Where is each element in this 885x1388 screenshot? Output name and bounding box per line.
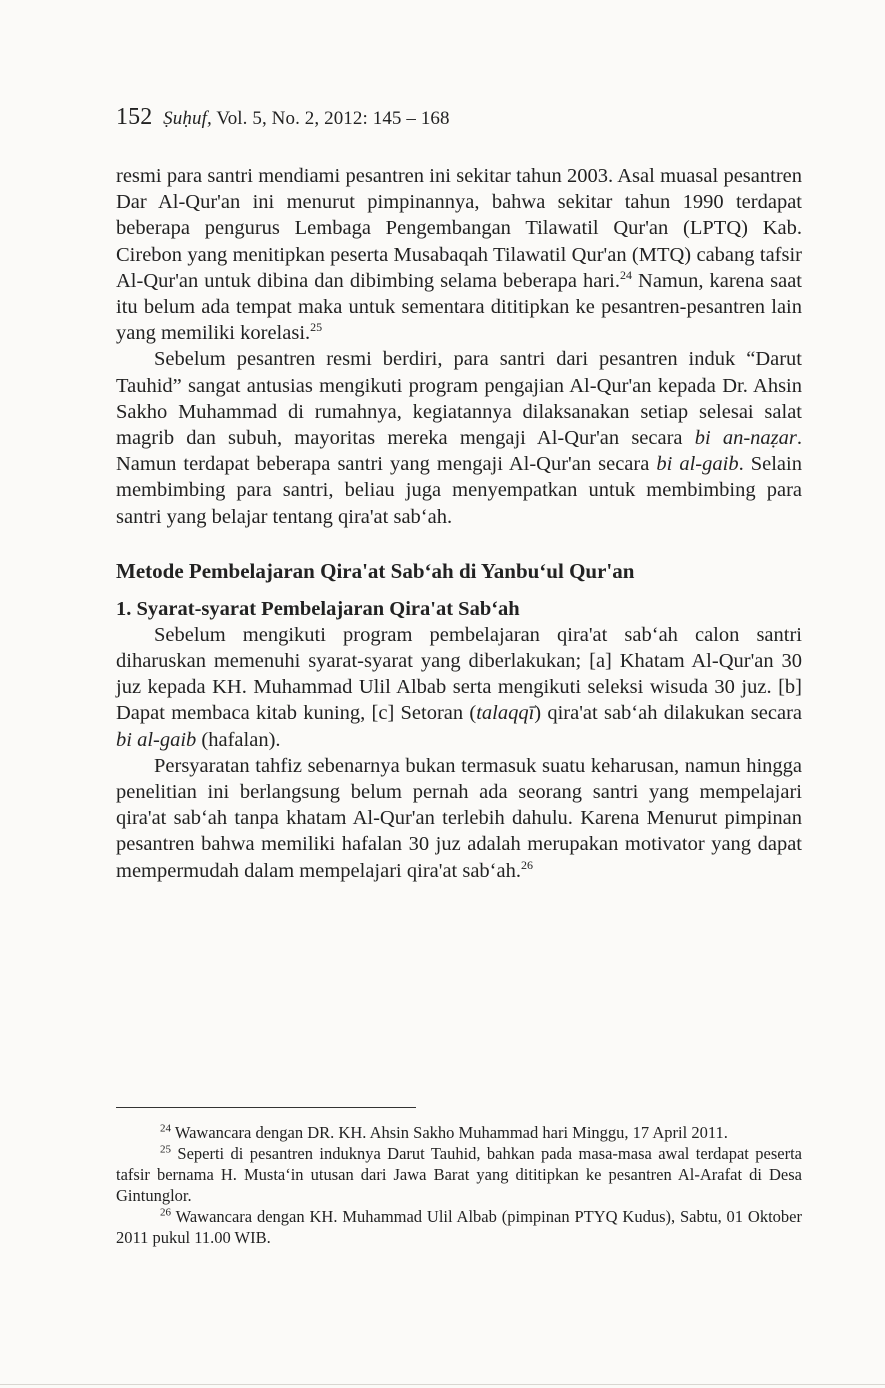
footnote-number: 24: [160, 1122, 171, 1135]
running-header: [116, 104, 450, 131]
italic-term: bi an-naẓar: [694, 427, 797, 450]
subsection-heading: 1. Syarat-syarat Pembelajaran Qira'at Sab‘ah: [116, 597, 520, 620]
footnote-separator: [116, 1107, 416, 1108]
paragraph-2: [116, 346, 802, 529]
page-number: 152: [116, 104, 153, 130]
paragraph-text: (hafalan).: [196, 728, 281, 751]
paragraph-text: . Namun terdapat beberapa santri yang mengaji Al-Qur'an secara: [116, 427, 803, 476]
footnote-24: [116, 1122, 802, 1143]
paragraph-text: Namun, karena saat itu belum ada tempat maka untuk sementara dititipkan ke pesantren-pesantren lain yang memiliki korelasi.: [116, 269, 803, 345]
footnote-text: Seperti di pesantren induknya Darut Tauhid, bahkan pada masa-masa awal terdapat peserta tafsir bernama H. Musta‘in utusan dari Jawa Barat yang dititipkan ke pesantren Al-Arafat di Desa Gintunglor.: [116, 1144, 802, 1205]
paragraph-text: resmi para santri mendiami pesantren ini sekitar tahun 2003. Asal muasal pesantren Dar Al-Qur'an ini menurut pimpinannya, bahwa sekitar tahun 1990 terdapat beberapa pengurus Lembaga Pengembangan Tilawatil Qur'an (LPTQ) Kab. Cirebon yang menitipkan peserta Musabaqah Tilawatil Qur'an (MTQ) cabang tafsir Al-Qur'an untuk dibina dan dibimbing selama beberapa hari.: [116, 165, 802, 292]
paragraph-1: [116, 163, 802, 346]
italic-term: bi al-gaib: [656, 453, 739, 476]
footnote-number: 25: [160, 1143, 171, 1156]
journal-name: Ṣuḥuf,: [163, 108, 212, 129]
paragraph-text: . Selain membimbing para santri, beliau juga menyempatkan untuk membimbing para santri yang belajar tentang qira'at sab‘ah.: [116, 453, 802, 528]
footnote-number: 26: [160, 1206, 171, 1219]
paragraph-text: Sebelum mengikuti program pembelajaran qira'at sab‘ah calon santri diharuskan memenuhi syarat-syarat yang diberlakukan; [a] Khatam Al-Qur'an 30 juz kepada KH. Muhammad Ulil Albab serta mengikuti seleksi wisuda 30 juz. [b] Dapat membaca kitab kuning, [c] Setoran (: [116, 623, 802, 725]
section-heading: Metode Pembelajaran Qira'at Sab‘ah di Yanbu‘ul Qur'an: [116, 558, 635, 583]
paragraph-text: Sebelum pesantren resmi berdiri, para santri dari pesantren induk “Darut Tauhid” sangat antusias mengikuti program pengajian Al-Qur'an kepada Dr. Ahsin Sakho Muhammad di rumahnya, kegiatannya dilaksanakan setiap selesai salat magrib dan subuh, mayoritas mereka mengaji Al-Qur'an secara: [116, 348, 802, 450]
italic-term: talaqqī: [476, 702, 535, 725]
main-text: [116, 163, 802, 884]
paragraph-3: [116, 622, 802, 753]
paragraph-text: Persyaratan tahfiz sebenarnya bukan termasuk suatu keharusan, namun hingga penelitian ini berlangsung belum pernah ada seorang santri yang mempelajari qira'at sab‘ah tanpa khatam Al-Qur'an terlebih dahulu. Karena Menurut pimpinan pesantren bahwa memiliki hafalan 30 juz adalah merupakan motivator yang dapat mempermudah dalam mempelajari qira'at sab‘ah.: [116, 754, 802, 882]
paragraph-4: [116, 753, 802, 884]
footnote-text: Wawancara dengan KH. Muhammad Ulil Albab (pimpinan PTYQ Kudus), Sabtu, 01 Oktober 2011 pukul 11.00 WIB.: [116, 1207, 802, 1247]
footnote-25: [116, 1143, 802, 1206]
page-edge-line: [0, 1384, 885, 1385]
journal-citation: Vol. 5, No. 2, 2012: 145 – 168: [216, 108, 450, 129]
footnotes: [116, 1122, 802, 1248]
paragraph-text: ) qira'at sab‘ah dilakukan secara: [534, 702, 802, 725]
italic-term: bi al-gaib: [116, 728, 197, 751]
footnote-ref: 24: [620, 267, 633, 282]
footnote-26: [116, 1206, 802, 1248]
footnote-ref: 25: [310, 320, 323, 335]
footnote-text: Wawancara dengan DR. KH. Ahsin Sakho Muhammad hari Minggu, 17 April 2011.: [171, 1123, 728, 1142]
footnote-ref: 26: [521, 857, 533, 872]
